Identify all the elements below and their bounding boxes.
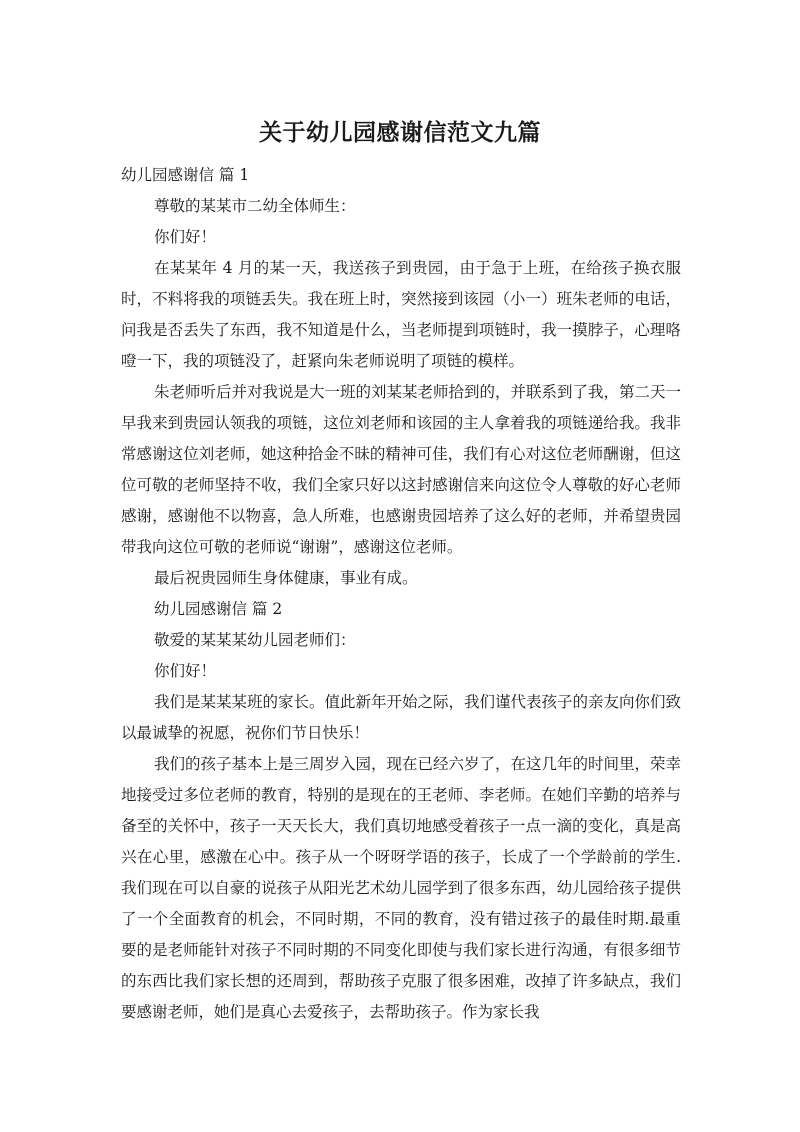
letter-closing: 最后祝贵园师生身体健康，事业有成。	[154, 569, 418, 587]
document-body	[121, 160, 681, 1028]
letter-salutation: 尊敬的某某市二幼全体师生：	[154, 197, 356, 215]
letter-paragraph: 我们的孩子基本上是三周岁入园，现在已经六岁了，在这几年的时间里，荣幸地接受过多位老师的教育，特别的是现在的王老师、李老师。在她们辛勤的培养与备至的关怀中，孩子一天天长大，我们真切地感受着孩子一点一滴的变化，真是高兴在心里，感激在心中。孩子从一个呀呀学语的孩子，长成了一个学龄前的学生.我们现在可以自豪的说孩子从阳光艺术幼儿园学到了很多东西，幼儿园给孩子提供了一个全面教育的机会，不同时期，不同的教育，没有错过孩子的最佳时期.最重要的是老师能针对孩子不同时期的不同变化即使与我们家长进行沟通，有很多细节的东西比我们家长想的还周到，帮助孩子克服了很多困难，改掉了许多缺点，我们要感谢老师，她们是真心去爱孩子，去帮助孩子。作为家长我	[121, 755, 682, 1021]
letter-salutation: 敬爱的某某某幼儿园老师们：	[154, 631, 356, 649]
section-heading: 幼儿园感谢信 篇 1	[121, 166, 250, 184]
letter-paragraph: 在某某年 4 月的某一天，我送孩子到贵园，由于急于上班，在给孩子换衣服时，不料将我的项链丢失。我在班上时，突然接到该园（小一）班朱老师的电话，问我是否丢失了东西，我不知道是什么，当老师提到项链时，我一摸脖子，心理咯噔一下，我的项链没了，赶紧向朱老师说明了项链的模样。	[121, 259, 681, 370]
letter-paragraph: 我们是某某某班的家长。值此新年开始之际，我们谨代表孩子的亲友向你们致以最诚挚的祝愿，祝你们节日快乐！	[121, 693, 682, 742]
section-heading: 幼儿园感谢信 篇 2	[154, 600, 283, 618]
document-title: 关于幼儿园感谢信范文九篇	[259, 120, 541, 146]
letter-greeting: 你们好！	[154, 228, 217, 246]
letter-paragraph: 朱老师听后并对我说是大一班的刘某某老师拾到的，并联系到了我，第二天一早我来到贵园认领我的项链，这位刘老师和该园的主人拿着我的项链递给我。我非常感谢这位刘老师，她这种拾金不昧的精神可佳，我们有心对这位老师酬谢，但这位可敬的老师坚持不收，我们全家只好以这封感谢信来向这位令人尊敬的好心老师感谢，感谢他不以物喜，急人所难，也感谢贵园培养了这么好的老师，并希望贵园带我向这位可敬的老师说“谢谢”，感谢这位老师。	[121, 383, 682, 556]
letter-greeting: 你们好！	[154, 662, 217, 680]
